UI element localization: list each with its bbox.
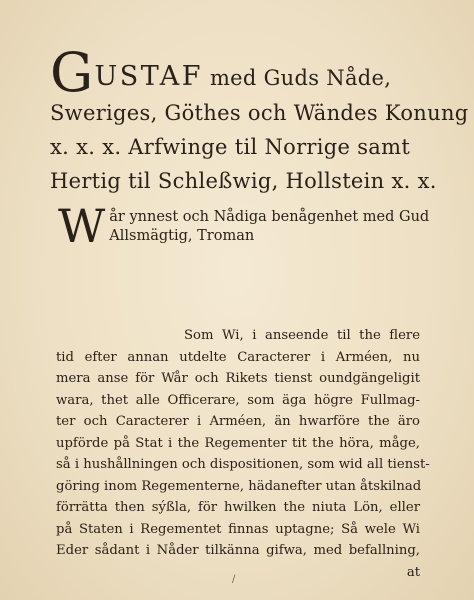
body-line: wara, thet alle Officerare, som äga högre Fullmag- bbox=[56, 392, 420, 408]
heading-line-1-rest: med Guds Nåde, bbox=[202, 66, 392, 90]
catchword: at bbox=[406, 564, 420, 580]
body-line: upförde på Stat i the Regementer tit the höra, måge, bbox=[56, 435, 420, 451]
body-line: ter och Caracterer i Arméen, än hwarföre the äro bbox=[56, 414, 420, 429]
body-line: tid efter annan utdelte Caracterer i Arméen, nu bbox=[56, 349, 420, 365]
heading-line-3: x. x. x. Arfwinge til Norrige samt bbox=[50, 135, 411, 159]
heading-name-caps: USTAF bbox=[94, 61, 203, 92]
heading-line-1 bbox=[50, 41, 440, 104]
body-text bbox=[56, 325, 430, 583]
body-line: så i hushållningen och dispositionen, som wid all tienst- bbox=[56, 457, 430, 472]
heading-line-2: Sweriges, Göthes och Wändes Konung bbox=[50, 101, 469, 125]
royal-title-heading bbox=[50, 41, 469, 198]
salutation-initial: W bbox=[58, 199, 106, 253]
body-line: göring inom Regementerne, hädanefter utan åtskilnad bbox=[56, 478, 422, 494]
salutation bbox=[58, 199, 438, 253]
salutation-line-1: år ynnest och Nådiga benågenhet med Gud bbox=[109, 209, 430, 225]
salutation-line-2: Allsmägtig, Troman bbox=[109, 228, 255, 244]
body-line: förrätta then sýßla, för hwilken the niuta Lön, eller bbox=[56, 500, 420, 515]
heading-line-4: Hertig til Schleßwig, Hollstein x. x. bbox=[50, 169, 437, 193]
body-line: mera anse för Wår och Rikets tienst oundgängeligit bbox=[56, 371, 420, 386]
body-line: Som Wi, i anseende til the flere bbox=[184, 328, 420, 343]
body-line: på Staten i Regementet finnas uptagne; Så wele Wi bbox=[56, 521, 420, 537]
page-mark: / bbox=[232, 574, 236, 585]
body-line: Eder sådant i Nåder tilkänna gifwa, med befallning, bbox=[56, 543, 420, 558]
heading-initial: G bbox=[50, 41, 94, 104]
